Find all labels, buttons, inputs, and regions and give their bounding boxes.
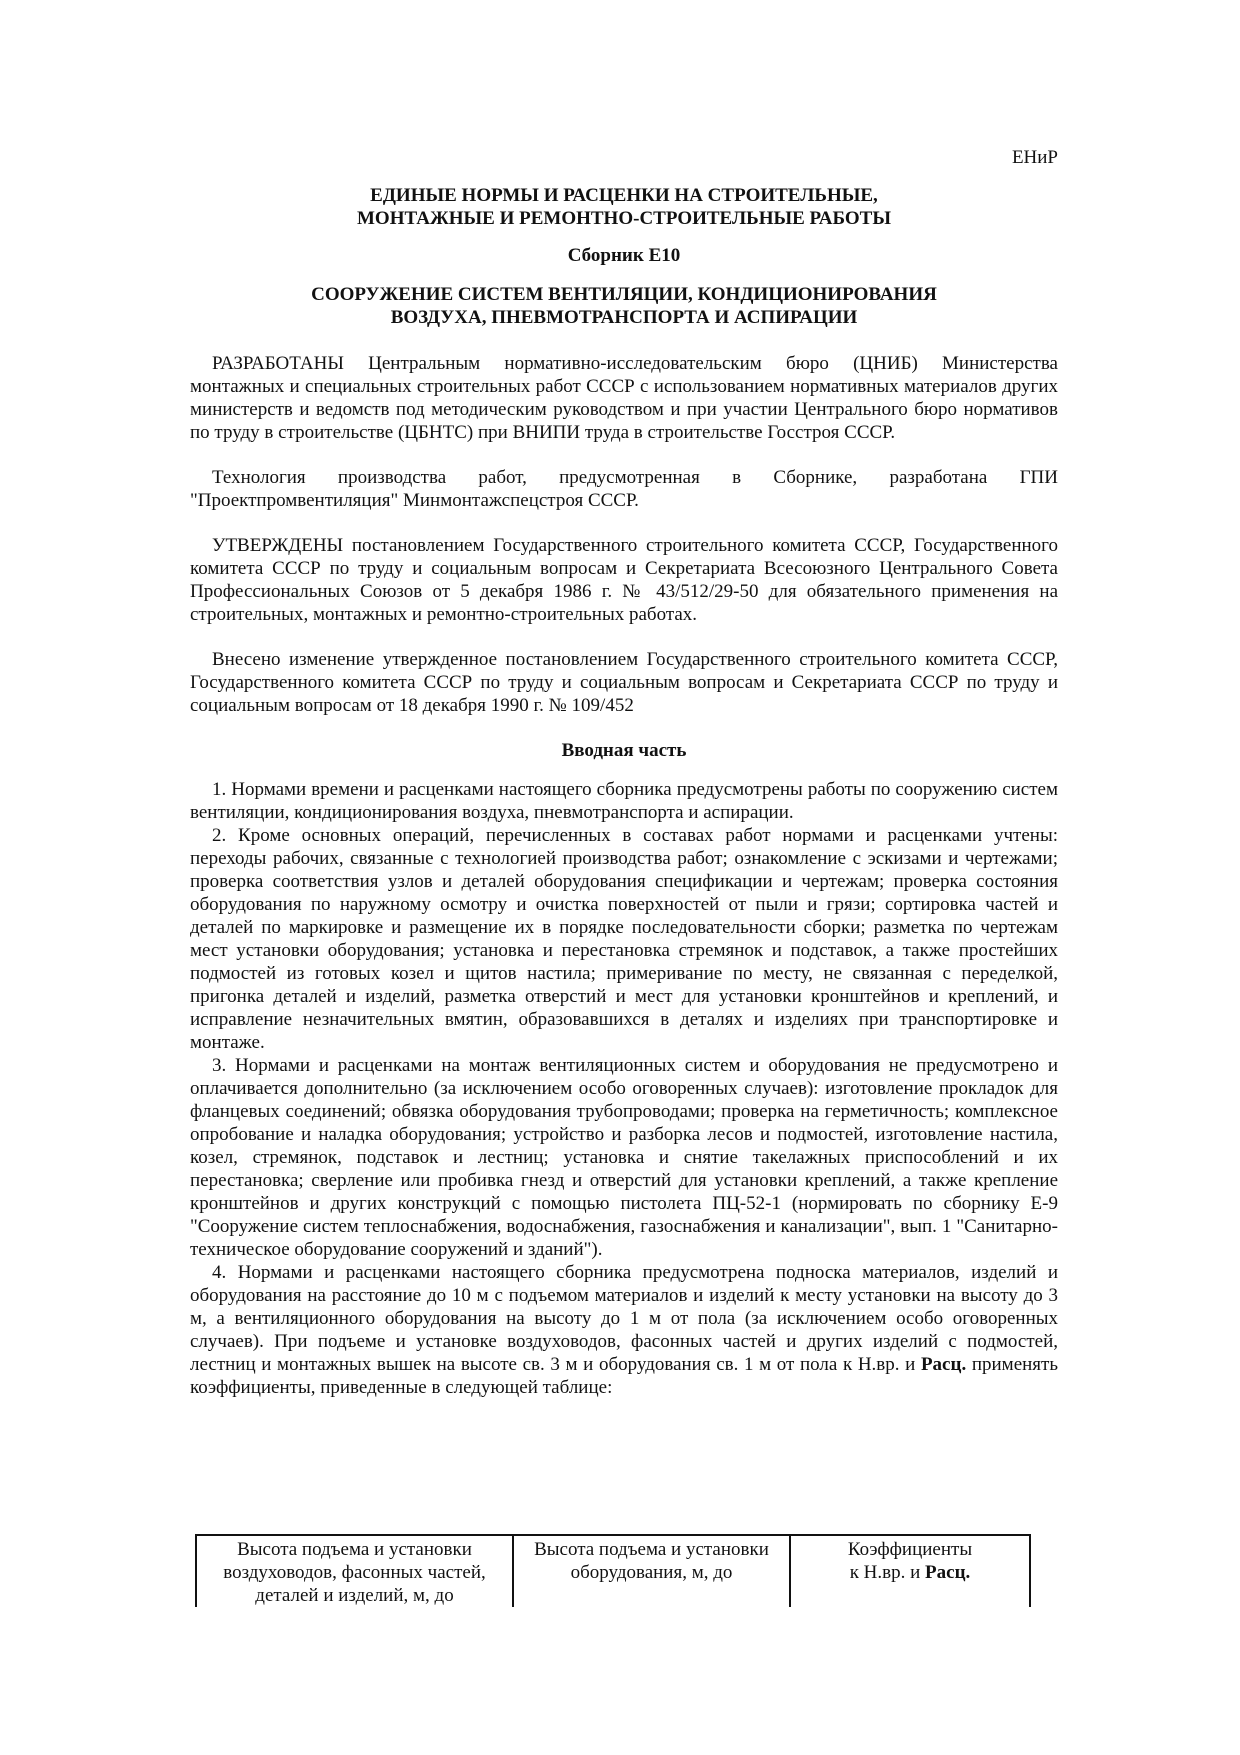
table-header-coefficients-prefix: к Н.вр. и [849,1562,926,1583]
table-header-coefficients-line1: Коэффициенты [847,1539,973,1560]
intro-item-4-text: 4. Нормами и расценками настоящего сборника предусмотрена подноска материалов, изделий и оборудования на расстояние до 10 м с подъемом материалов и изделий к месту установки на высоту до 3 м, а вентиляционного оборудования на высоту до 1 м от пола (за исключением особо оговоренных случаев). При подъеме и установке воздуховодов, фасонных частей и других изделий с подмостей, лестниц и монтажных вышек на высоте св. 3 м и оборудования св. 1 м от пола к Н.вр. и [190,1262,1058,1375]
paragraph-technology: Технология производства работ, предусмотренная в Сборнике, разработана ГПИ "Проектпромвентиляция" Минмонтажспецстроя СССР. [190,467,1058,511]
paragraph-amendment: Внесено изменение утвержденное постановлением Государственного строительного комитета СССР, Государственного комитета СССР по труду и социальным вопросам и Секретариата СССР по труду и социальным вопросам от 18 декабря 1990 г. № 109/452 [190,649,1058,716]
table-header-ducts-height: Высота подъема и установки воздуховодов, фасонных частей, деталей и изделий, м, до [196,1535,513,1607]
collection-title: Сборник Е10 [567,245,681,266]
intro-item-4-tail: применять коэффициенты, приведенные в следующей таблице: [190,1354,1059,1398]
collection-subtitle [190,283,1058,329]
document-code: ЕНиР [1011,147,1058,168]
intro-item-4 [190,1261,1058,1399]
subtitle-line1: СООРУЖЕНИЕ СИСТЕМ ВЕНТИЛЯЦИИ, КОНДИЦИОНИРОВАНИЯ [311,284,937,305]
document-title-line1: ЕДИНЫЕ НОРМЫ И РАСЦЕНКИ НА СТРОИТЕЛЬНЫЕ, [370,185,878,206]
section-heading: Вводная часть [561,740,687,761]
intro-item-3: 3. Нормами и расценками на монтаж вентиляционных систем и оборудования не предусмотрено и оплачивается дополнительно (за исключением особо оговоренных случаев): изготовление прокладок для фланцевых соединений; обвязка оборудования трубопроводами; проверка на герметичность; комплексное опробование и наладка оборудования; устройство и разборка лесов и подмостей, изготовление настила, козел, стремянок, подставок и лестниц; установка и снятие такелажных приспособлений и их перестановка; сверление или пробивка гнезд и отверстий для установки креплений, а также крепление кронштейнов и других конструкций с помощью пистолета ПЦ-52-1 (нормировать по сборнику Е-9 "Сооружение систем теплоснабжения, водоснабжения, газоснабжения и канализации", вып. 1 "Санитарно-техническое оборудование сооружений и зданий"). [190,1055,1058,1260]
document-page [190,146,1058,1399]
table-header-equipment-height: Высота подъема и установки оборудования, м, до [513,1535,790,1607]
intro-item-4-bold: Расц. [920,1354,967,1375]
table-header-coefficients-line2 [797,1561,1023,1584]
table-header-coefficients-bold: Расц. [925,1562,971,1583]
table-header-coefficients [790,1535,1030,1607]
coefficients-table [195,1534,1031,1607]
intro-item-2: 2. Кроме основных операций, перечисленных в составах работ нормами и расценками учтены: переходы рабочих, связанные с технологией производства работ; ознакомление с эскизами и чертежами; проверка соответствия узлов и деталей оборудования спецификации и чертежам; проверка состояния оборудования по наружному осмотру и очистка поверхностей от пыли и грязи; сортировка частей и деталей по маркировке и размещение их в порядке последовательности сборки; разметка по чертежам мест установки оборудования; установка и перестановка стремянок и подставок, а также простейших подмостей из готовых козел и щитов настила; примеривание по месту, не связанная с переделкой, пригонка деталей и изделий, разметка отверстий и мест для установки кронштейнов и креплений, и исправление незначительных вмятин, образовавшихся в деталях и изделиях при транспортировке и монтаже. [190,825,1058,1053]
document-title [190,184,1058,230]
paragraph-developed: РАЗРАБОТАНЫ Центральным нормативно-исследовательским бюро (ЦНИБ) Министерства монтажных и специальных строительных работ СССР с использованием нормативных материалов других министерств и ведомств под методическим руководством и при участии Центрального бюро нормативов по труду в строительстве (ЦБНТС) при ВНИПИ труда в строительстве Госстроя СССР. [190,353,1058,443]
table-header-row [196,1535,1030,1607]
document-title-line2: МОНТАЖНЫЕ И РЕМОНТНО-СТРОИТЕЛЬНЫЕ РАБОТЫ [357,208,891,229]
subtitle-line2: ВОЗДУХА, ПНЕВМОТРАНСПОРТА И АСПИРАЦИИ [390,307,858,328]
paragraph-approved: УТВЕРЖДЕНЫ постановлением Государственного строительного комитета СССР, Государственного комитета СССР по труду и социальным вопросам и Секретариата Всесоюзного Центрального Совета Профессиональных Союзов от 5 декабря 1986 г. № 43/512/29-50 для обязательного применения на строительных, монтажных и ремонтно-строительных работах. [190,535,1058,625]
intro-item-1: 1. Нормами времени и расценками настоящего сборника предусмотрены работы по сооружению систем вентиляции, кондиционирования воздуха, пневмотранспорта и аспирации. [190,779,1058,823]
